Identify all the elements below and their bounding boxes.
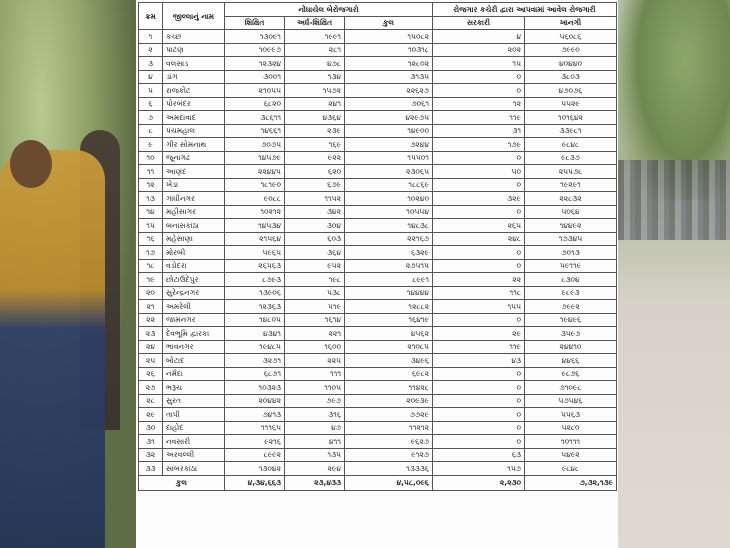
row-semi-educated: ૧૧૧ bbox=[285, 367, 345, 381]
row-total: ૧૬૪૧૯ bbox=[345, 313, 433, 327]
row-district-name: નર્મદા bbox=[163, 367, 225, 381]
header-serial: ક્રમ bbox=[139, 3, 163, 30]
row-serial: ૩૦ bbox=[139, 421, 163, 435]
row-district-name: બનાસકાંઠા bbox=[163, 219, 225, 233]
unemployment-table bbox=[138, 2, 617, 491]
header-district: જીલ્લાનું નામ bbox=[163, 3, 225, 30]
row-district-name: સુરત bbox=[163, 394, 225, 408]
table-row bbox=[139, 138, 617, 152]
background-crowd bbox=[618, 160, 730, 240]
row-total: ૧૫૦૮૨ bbox=[345, 30, 433, 44]
row-government: ૦ bbox=[433, 381, 525, 395]
row-serial: ૬ bbox=[139, 97, 163, 111]
table-row bbox=[139, 381, 617, 395]
row-semi-educated: ૨૪૧ bbox=[285, 97, 345, 111]
row-semi-educated: ૧૯૮ bbox=[285, 273, 345, 287]
row-total: ૭૨૪૪ bbox=[345, 138, 433, 152]
row-semi-educated: ૪૧૧ bbox=[285, 435, 345, 449]
row-district-name: ભરૂચ bbox=[163, 381, 225, 395]
table-row bbox=[139, 84, 617, 98]
row-district-name: મહીસાગર bbox=[163, 205, 225, 219]
row-private: ૧૭૩૪૫ bbox=[525, 232, 617, 246]
row-semi-educated: ૧૧૦૫ bbox=[285, 381, 345, 395]
table-row bbox=[139, 286, 617, 300]
row-serial: ૮ bbox=[139, 124, 163, 138]
row-semi-educated: ૨૨૧ bbox=[285, 327, 345, 341]
row-total: ૧૦૫૫૪ bbox=[345, 205, 433, 219]
row-semi-educated: ૧૩૪ bbox=[285, 70, 345, 84]
row-government: ૦ bbox=[433, 435, 525, 449]
row-serial: ૨૮ bbox=[139, 394, 163, 408]
row-government: ૬૩ bbox=[433, 448, 525, 462]
row-district-name: ડાંગ bbox=[163, 70, 225, 84]
row-government: ૧૨ bbox=[433, 97, 525, 111]
header-government: સરકારી bbox=[433, 16, 525, 30]
row-educated: ૧૪૮૦૫ bbox=[225, 313, 285, 327]
table-row bbox=[139, 340, 617, 354]
table-row bbox=[139, 421, 617, 435]
row-district-name: સુરેન્દ્રનગર bbox=[163, 286, 225, 300]
table-row bbox=[139, 259, 617, 273]
row-district-name: પંચમહાલ bbox=[163, 124, 225, 138]
row-private: ૨૨૮૩૨ bbox=[525, 192, 617, 206]
row-educated: ૧૦૯૯૭ bbox=[225, 43, 285, 57]
row-government: ૧૫૭ bbox=[433, 462, 525, 476]
row-serial: ૨૦ bbox=[139, 286, 163, 300]
row-private: ૧૪૪૯૨ bbox=[525, 219, 617, 233]
row-private: ૭૯૯૦ bbox=[525, 43, 617, 57]
row-serial: ૧૮ bbox=[139, 259, 163, 273]
row-private: ૯૮૯૩ bbox=[525, 286, 617, 300]
row-private: ૭૯૯૨ bbox=[525, 300, 617, 314]
row-government: ૨૯ bbox=[433, 327, 525, 341]
row-semi-educated: ૫૧૯ bbox=[285, 300, 345, 314]
row-semi-educated: ૧૩૫ bbox=[285, 448, 345, 462]
table-body bbox=[139, 30, 617, 476]
row-educated: ૧૩૯૦૬ bbox=[225, 286, 285, 300]
row-educated: ૧૮૧૯૦ bbox=[225, 178, 285, 192]
row-serial: ૨૪ bbox=[139, 340, 163, 354]
row-district-name: છોટાઉદેપુર bbox=[163, 273, 225, 287]
row-private: ૪૪૬૬ bbox=[525, 354, 617, 368]
row-educated: ૯૦૮૮ bbox=[225, 192, 285, 206]
row-government: ૪૩ bbox=[433, 354, 525, 368]
row-district-name: ભાવનગર bbox=[163, 340, 225, 354]
row-private: ૯૮૪૮ bbox=[525, 138, 617, 152]
table-row bbox=[139, 232, 617, 246]
row-government: ૨૦૨ bbox=[433, 43, 525, 57]
row-private: ૩૩૯૮૧ bbox=[525, 124, 617, 138]
row-government: ૦ bbox=[433, 70, 525, 84]
row-serial: ૧ bbox=[139, 30, 163, 44]
row-district-name: દેવભૂમિ દ્વારકા bbox=[163, 327, 225, 341]
row-private: ૫૨૮૦ bbox=[525, 421, 617, 435]
row-semi-educated: ૯૨૨ bbox=[285, 151, 345, 165]
row-district-name: ગાંધીનગર bbox=[163, 192, 225, 206]
row-serial: ૨૯ bbox=[139, 408, 163, 422]
row-district-name: તાપી bbox=[163, 408, 225, 422]
row-serial: ૩૩ bbox=[139, 462, 163, 476]
total-educated: ૪,૩૪,૬૬૩ bbox=[225, 475, 285, 490]
row-government: ૦ bbox=[433, 313, 525, 327]
row-semi-educated: ૨૨૫ bbox=[285, 354, 345, 368]
row-serial: ૧૧ bbox=[139, 165, 163, 179]
row-private: ૧૯૨૯૧ bbox=[525, 178, 617, 192]
row-educated: ૧૪૫૭૯ bbox=[225, 151, 285, 165]
row-serial: ૨૬ bbox=[139, 367, 163, 381]
header-total: કુલ bbox=[345, 16, 433, 30]
row-total: ૭૦૬૧ bbox=[345, 97, 433, 111]
row-government: ૦ bbox=[433, 84, 525, 98]
table-row bbox=[139, 462, 617, 476]
row-educated: ૨૬૫૬૩ bbox=[225, 259, 285, 273]
row-government: ૫૦ bbox=[433, 165, 525, 179]
row-semi-educated: ૧૯૯૧ bbox=[285, 30, 345, 44]
table-row bbox=[139, 354, 617, 368]
row-government: ૩૨૯ bbox=[433, 192, 525, 206]
row-district-name: વડોદરા bbox=[163, 259, 225, 273]
row-educated: ૪૩૪૧ bbox=[225, 327, 285, 341]
row-educated: ૯૨૧૬ bbox=[225, 435, 285, 449]
row-educated: ૧૨૩૨૪ bbox=[225, 57, 285, 71]
row-private: ૪૭૦૭૬ bbox=[525, 84, 617, 98]
row-private: ૧૦૧૧૧ bbox=[525, 435, 617, 449]
total-registered: ૪,૫૮,૦૯૬ bbox=[345, 475, 433, 490]
row-district-name: પોરબંદર bbox=[163, 97, 225, 111]
row-district-name: કચ્છ bbox=[163, 30, 225, 44]
row-private: ૩૮૦૩ bbox=[525, 70, 617, 84]
row-semi-educated: ૧૬૯ bbox=[285, 138, 345, 152]
row-government: ૦ bbox=[433, 408, 525, 422]
row-educated: ૧૪૬૬૧ bbox=[225, 124, 285, 138]
row-district-name: સાબરકાંઠા bbox=[163, 462, 225, 476]
row-district-name: બોટાદ bbox=[163, 354, 225, 368]
row-educated: ૧૯૪૮૫ bbox=[225, 340, 285, 354]
header-employment-group: રોજગાર કચેરી દ્વારા આપવામાં આવેલ રોજગારી bbox=[433, 3, 617, 17]
table-row bbox=[139, 313, 617, 327]
table-row bbox=[139, 165, 617, 179]
row-serial: ૩ bbox=[139, 57, 163, 71]
row-private: ૫૪૯૨ bbox=[525, 448, 617, 462]
row-serial: ૪ bbox=[139, 70, 163, 84]
background-photo-right bbox=[618, 0, 730, 548]
row-total: ૧૪૮૩૮ bbox=[345, 219, 433, 233]
row-educated: ૧૩૦૯૧ bbox=[225, 30, 285, 44]
row-educated: ૩૨૭૧ bbox=[225, 354, 285, 368]
row-government: ૦ bbox=[433, 151, 525, 165]
total-government: ૨,૨૩૦ bbox=[433, 475, 525, 490]
row-educated: ૩૦૦૧ bbox=[225, 70, 285, 84]
table-row bbox=[139, 205, 617, 219]
row-semi-educated: ૭૯૭ bbox=[285, 394, 345, 408]
row-serial: ૧૬ bbox=[139, 232, 163, 246]
row-private: ૯૮૪૮ bbox=[525, 462, 617, 476]
row-government: ૦ bbox=[433, 205, 525, 219]
total-semi-educated: ૨૩,૪૩૩ bbox=[285, 475, 345, 490]
row-total: ૧૪૪૪૪ bbox=[345, 286, 433, 300]
row-serial: ૨૩ bbox=[139, 327, 163, 341]
row-government: ૦ bbox=[433, 394, 525, 408]
row-district-name: નવસારી bbox=[163, 435, 225, 449]
table-row bbox=[139, 408, 617, 422]
row-semi-educated: ૪૭ bbox=[285, 421, 345, 435]
row-semi-educated: ૧૬૧૪ bbox=[285, 313, 345, 327]
header-private: ખાનગી bbox=[525, 16, 617, 30]
row-private: ૫૦૬૪ bbox=[525, 205, 617, 219]
row-total: ૮૯૯૧ bbox=[345, 273, 433, 287]
table-row bbox=[139, 30, 617, 44]
row-educated: ૧૪૫૩૪ bbox=[225, 219, 285, 233]
row-government: ૨૨ bbox=[433, 273, 525, 287]
row-semi-educated: ૨૯૪ bbox=[285, 462, 345, 476]
row-educated: ૬૮૭૧ bbox=[225, 367, 285, 381]
row-total: ૩૪૯૬ bbox=[345, 354, 433, 368]
row-semi-educated: ૬૭૯ bbox=[285, 178, 345, 192]
row-total: ૧૫૫૦૧ bbox=[345, 151, 433, 165]
row-total: ૧૩૩૩૬ bbox=[345, 462, 433, 476]
row-private: ૭૦૧૩ bbox=[525, 246, 617, 260]
row-government: ૧૭૯ bbox=[433, 138, 525, 152]
row-private: ૩૫૯૭ bbox=[525, 327, 617, 341]
row-educated: ૫૯૬૫ bbox=[225, 246, 285, 260]
row-total: ૨૨૬૨૭ bbox=[345, 84, 433, 98]
table-row bbox=[139, 151, 617, 165]
table-row bbox=[139, 70, 617, 84]
row-total: ૬૩૨૯ bbox=[345, 246, 433, 260]
row-semi-educated: ૧૬૦૦ bbox=[285, 340, 345, 354]
row-serial: ૧૨ bbox=[139, 178, 163, 192]
table-row bbox=[139, 192, 617, 206]
row-educated: ૧૩૦૪૨ bbox=[225, 462, 285, 476]
total-private: ૭,૩૨,૧૩૯ bbox=[525, 475, 617, 490]
row-district-name: આણંદ bbox=[163, 165, 225, 179]
row-semi-educated: ૪૭૮ bbox=[285, 57, 345, 71]
row-semi-educated: ૬૦૩ bbox=[285, 232, 345, 246]
row-district-name: અમદાવાદ bbox=[163, 111, 225, 125]
header-semi-educated: અર્ધ-શિક્ષિત bbox=[285, 16, 345, 30]
row-total: ૨૨૧૬૭ bbox=[345, 232, 433, 246]
row-total: ૩૧૩૫ bbox=[345, 70, 433, 84]
row-private: ૧૦૧૬૪૨ bbox=[525, 111, 617, 125]
row-government: ૧૫ bbox=[433, 57, 525, 71]
header-educated: શિક્ષિત bbox=[225, 16, 285, 30]
row-total: ૧૪૯૦૦ bbox=[345, 124, 433, 138]
row-serial: ૯ bbox=[139, 138, 163, 152]
table-row bbox=[139, 178, 617, 192]
row-serial: ૩૧ bbox=[139, 435, 163, 449]
row-district-name: દાહોદ bbox=[163, 421, 225, 435]
row-total: ૧૮૮૬૯ bbox=[345, 178, 433, 192]
row-semi-educated: ૪૩૬૪ bbox=[285, 111, 345, 125]
row-semi-educated: ૧૧૫૨ bbox=[285, 192, 345, 206]
row-total: ૬૯૮૨ bbox=[345, 367, 433, 381]
row-educated: ૮૭૯૩ bbox=[225, 273, 285, 287]
background-photo-left bbox=[0, 0, 136, 548]
row-district-name: પાટણ bbox=[163, 43, 225, 57]
row-government: ૪ bbox=[433, 30, 525, 44]
row-serial: ૧૪ bbox=[139, 205, 163, 219]
row-district-name: વલસાડ bbox=[163, 57, 225, 71]
table-row bbox=[139, 124, 617, 138]
row-district-name: મોરબી bbox=[163, 246, 225, 260]
table-row bbox=[139, 219, 617, 233]
row-government: ૨૬૫ bbox=[433, 219, 525, 233]
row-private: ૫૬૦૮૬ bbox=[525, 30, 617, 44]
row-district-name: જૂનાગઢ bbox=[163, 151, 225, 165]
background-person bbox=[0, 150, 105, 548]
row-government: ૦ bbox=[433, 259, 525, 273]
row-educated: ૧૦૩૨૩ bbox=[225, 381, 285, 395]
row-educated: ૧૧૧૬૫ bbox=[225, 421, 285, 435]
row-government: ૦ bbox=[433, 246, 525, 260]
table-row bbox=[139, 300, 617, 314]
row-educated: ૭૪૧૩ bbox=[225, 408, 285, 422]
header-registered-group: નોંધાયેલ બેરોજગારો bbox=[225, 3, 433, 17]
row-private: ૯૮૩૭ bbox=[525, 151, 617, 165]
row-private: ૫૯૧૧૯ bbox=[525, 259, 617, 273]
row-educated: ૭૦૭૫ bbox=[225, 138, 285, 152]
row-semi-educated: ૨૩૯ bbox=[285, 124, 345, 138]
row-private: ૫૫૬૩ bbox=[525, 408, 617, 422]
row-semi-educated: ૫૩૮ bbox=[285, 286, 345, 300]
row-educated: ૮૯૯૨ bbox=[225, 448, 285, 462]
row-semi-educated: ૩૪૨ bbox=[285, 205, 345, 219]
row-educated: ૨૧૦૫૫ bbox=[225, 84, 285, 98]
row-total: ૧૦૩૧૮ bbox=[345, 43, 433, 57]
row-serial: ૨ bbox=[139, 43, 163, 57]
row-semi-educated: ૩૧૬ bbox=[285, 408, 345, 422]
row-total: ૨૧૦૮૫ bbox=[345, 340, 433, 354]
row-total: ૧૨૮૮૨ bbox=[345, 300, 433, 314]
row-district-name: રાજકોટ bbox=[163, 84, 225, 98]
row-total: ૧૧૪૨૮ bbox=[345, 381, 433, 395]
table-row bbox=[139, 246, 617, 260]
row-serial: ૭ bbox=[139, 111, 163, 125]
row-total: ૧૨૮૦૨ bbox=[345, 57, 433, 71]
row-private: ૭૧૦૯૮ bbox=[525, 381, 617, 395]
row-educated: ૨૨૪૪૫ bbox=[225, 165, 285, 179]
row-educated: ૨૦૪૪૨ bbox=[225, 394, 285, 408]
row-government: ૨૪૮ bbox=[433, 232, 525, 246]
background-person-head bbox=[10, 140, 52, 188]
row-serial: ૨૫ bbox=[139, 354, 163, 368]
row-semi-educated: ૩૦૪ bbox=[285, 219, 345, 233]
row-total: ૪૫૬૨ bbox=[345, 327, 433, 341]
row-district-name: મહેસાણા bbox=[163, 232, 225, 246]
row-district-name: અમરેલી bbox=[163, 300, 225, 314]
row-district-name: જામનગર bbox=[163, 313, 225, 327]
statistics-document bbox=[136, 0, 618, 548]
row-private: ૪૦૪૪૦ bbox=[525, 57, 617, 71]
row-total: ૧૦૨૪૦ bbox=[345, 192, 433, 206]
table-row bbox=[139, 97, 617, 111]
row-district-name: ખેડા bbox=[163, 178, 225, 192]
row-semi-educated: ૯૫૨ bbox=[285, 259, 345, 273]
row-semi-educated: ૧૫૭૨ bbox=[285, 84, 345, 98]
row-serial: ૨૧ bbox=[139, 300, 163, 314]
row-educated: ૨૧૫૬૪ bbox=[225, 232, 285, 246]
row-total: ૯૧૨૭ bbox=[345, 448, 433, 462]
row-total: ૭૭૨૯ bbox=[345, 408, 433, 422]
row-private: ૨૪૪૧૦ bbox=[525, 340, 617, 354]
row-serial: ૩૨ bbox=[139, 448, 163, 462]
table-row bbox=[139, 394, 617, 408]
row-district-name: ગીર સોમનાથ bbox=[163, 138, 225, 152]
row-private: ૫૭૫૪૬ bbox=[525, 394, 617, 408]
row-total: ૧૧૨૧૨ bbox=[345, 421, 433, 435]
row-serial: ૧૫ bbox=[139, 219, 163, 233]
row-government: ૧૧૯ bbox=[433, 111, 525, 125]
row-educated: ૧૨૩૬૩ bbox=[225, 300, 285, 314]
table-row bbox=[139, 367, 617, 381]
row-government: ૦ bbox=[433, 421, 525, 435]
table-total-row bbox=[139, 475, 617, 490]
row-educated: ૧૦૨૧૨ bbox=[225, 205, 285, 219]
row-government: ૧૧૮ bbox=[433, 286, 525, 300]
table-row bbox=[139, 273, 617, 287]
row-private: ૯૮૭૬ bbox=[525, 367, 617, 381]
row-government: ૩૧ bbox=[433, 124, 525, 138]
total-label: કુલ bbox=[139, 475, 225, 490]
row-total: ૨૩૦૬૫ bbox=[345, 165, 433, 179]
row-government: ૧૧૯ bbox=[433, 340, 525, 354]
row-educated: ૬૮૨૦ bbox=[225, 97, 285, 111]
row-semi-educated: ૩૬૪ bbox=[285, 246, 345, 260]
row-serial: ૧૦ bbox=[139, 151, 163, 165]
row-serial: ૨૨ bbox=[139, 313, 163, 327]
row-serial: ૫ bbox=[139, 84, 163, 98]
row-semi-educated: ૨૮૧ bbox=[285, 43, 345, 57]
row-total: ૪૨૯૭૫ bbox=[345, 111, 433, 125]
table-row bbox=[139, 327, 617, 341]
row-government: ૦ bbox=[433, 367, 525, 381]
row-government: ૧૫૫ bbox=[433, 300, 525, 314]
row-serial: ૧૭ bbox=[139, 246, 163, 260]
row-serial: ૧૯ bbox=[139, 273, 163, 287]
row-private: ૧૯૪૯૬ bbox=[525, 313, 617, 327]
row-semi-educated: ૬૨૦ bbox=[285, 165, 345, 179]
table-row bbox=[139, 448, 617, 462]
row-private: ૮૩૦૪ bbox=[525, 273, 617, 287]
row-government: ૦ bbox=[433, 178, 525, 192]
table-row bbox=[139, 43, 617, 57]
row-educated: ૩૮૬૧૧ bbox=[225, 111, 285, 125]
row-serial: ૨૭ bbox=[139, 381, 163, 395]
table-row bbox=[139, 111, 617, 125]
row-district-name: અરવલ્લી bbox=[163, 448, 225, 462]
table-row bbox=[139, 435, 617, 449]
row-total: ૨૭૫૧૫ bbox=[345, 259, 433, 273]
table-row bbox=[139, 57, 617, 71]
row-total: ૯૬૨૭ bbox=[345, 435, 433, 449]
row-private: ૨૫૫૭૮ bbox=[525, 165, 617, 179]
row-private: ૫૫૨૯ bbox=[525, 97, 617, 111]
row-total: ૨૦૯૩૯ bbox=[345, 394, 433, 408]
row-serial: ૧૩ bbox=[139, 192, 163, 206]
